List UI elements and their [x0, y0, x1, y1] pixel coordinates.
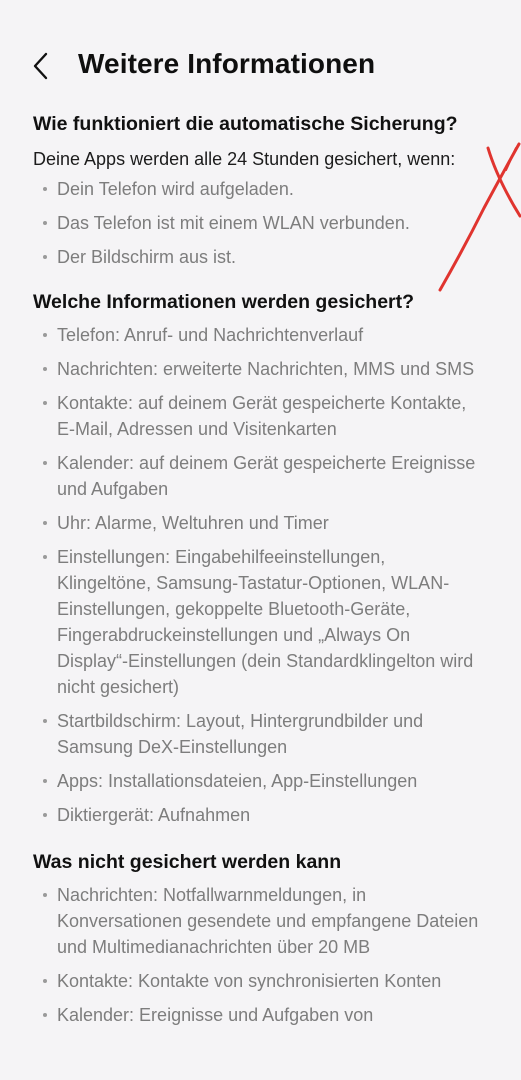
bullet-dot-icon: [43, 1013, 47, 1017]
list-item-text: Das Telefon ist mit einem WLAN verbunden.: [57, 213, 410, 233]
bullet-dot-icon: [43, 521, 47, 525]
bullet-dot-icon: [43, 221, 47, 225]
list-item-text: Einstellungen: Eingabehilfeeinstellungen, Klingeltöne, Samsung-Tastatur-Optionen, WLAN-Einstellungen, gekoppelte Bluetooth-Geräte, Fingerabdruckeinstellungen und „Always On Display“-Einstellungen (dein Standardklingelton wird nicht gesichert): [57, 547, 474, 697]
list-item-text: Apps: Installationsdateien, App-Einstellungen: [57, 771, 418, 791]
list-item-text: Telefon: Anruf- und Nachrichtenverlauf: [57, 325, 364, 345]
chevron-left-icon: [24, 50, 60, 82]
list-item: [0, 802, 521, 828]
section-heading: Wie funktioniert die automatische Sicherung?: [33, 113, 458, 135]
section-intro-text: Deine Apps werden alle 24 Stunden gesichert, wenn:: [33, 149, 456, 169]
bullet-dot-icon: [43, 813, 47, 817]
list-item: [0, 244, 521, 270]
bullet-dot-icon: [43, 893, 47, 897]
list-item-text: Uhr: Alarme, Weltuhren und Timer: [57, 513, 329, 533]
bullet-dot-icon: [43, 255, 47, 259]
bullet-dot-icon: [43, 187, 47, 191]
list-item: [0, 768, 521, 794]
bullet-list: [0, 176, 521, 270]
list-item: [0, 210, 521, 236]
list-item: [0, 968, 521, 994]
list-item: [0, 510, 521, 536]
list-item: [0, 450, 521, 502]
section-backed-up-info: [0, 288, 521, 828]
list-item-text: Kalender: Ereignisse und Aufgaben von: [57, 1005, 374, 1025]
list-item-text: Startbildschirm: Layout, Hintergrundbilder und Samsung DeX-Einstellungen: [57, 711, 424, 757]
bullet-dot-icon: [43, 979, 47, 983]
bullet-dot-icon: [43, 367, 47, 371]
page-title: Weitere Informationen: [78, 48, 376, 79]
list-item-text: Kalender: auf deinem Gerät gespeicherte Ereignisse und Aufgaben: [57, 453, 476, 499]
list-item: [0, 322, 521, 348]
bullet-dot-icon: [43, 333, 47, 337]
bullet-dot-icon: [43, 719, 47, 723]
bullet-dot-icon: [43, 555, 47, 559]
info-content: [0, 110, 521, 1036]
bullet-list: [0, 882, 521, 1028]
app-bar: [0, 38, 521, 94]
list-item-text: Dein Telefon wird aufgeladen.: [57, 179, 294, 199]
bullet-dot-icon: [43, 461, 47, 465]
list-item-text: Kontakte: auf deinem Gerät gespeicherte Kontakte, E-Mail, Adressen und Visitenkarten: [57, 393, 467, 439]
section-not-backed-up: [0, 848, 521, 1028]
section-auto-backup: [0, 110, 521, 270]
list-item: [0, 708, 521, 760]
list-item-text: Diktiergerät: Aufnahmen: [57, 805, 251, 825]
list-item: [0, 356, 521, 382]
list-item: [0, 390, 521, 442]
bullet-list: [0, 322, 521, 828]
back-button[interactable]: [24, 50, 60, 82]
list-item: [0, 882, 521, 960]
list-item-text: Nachrichten: erweiterte Nachrichten, MMS und SMS: [57, 359, 475, 379]
bullet-dot-icon: [43, 401, 47, 405]
list-item-text: Nachrichten: Notfallwarnmeldungen, in Konversationen gesendete und empfangene Dateien und Multimedianachrichten über 20 MB: [57, 885, 479, 957]
list-item: [0, 176, 521, 202]
section-heading: Welche Informationen werden gesichert?: [33, 291, 415, 313]
list-item: [0, 544, 521, 700]
list-item: [0, 1002, 521, 1028]
list-item-text: Der Bildschirm aus ist.: [57, 247, 237, 267]
section-heading: Was nicht gesichert werden kann: [33, 851, 342, 873]
bullet-dot-icon: [43, 779, 47, 783]
list-item-text: Kontakte: Kontakte von synchronisierten Konten: [57, 971, 442, 991]
